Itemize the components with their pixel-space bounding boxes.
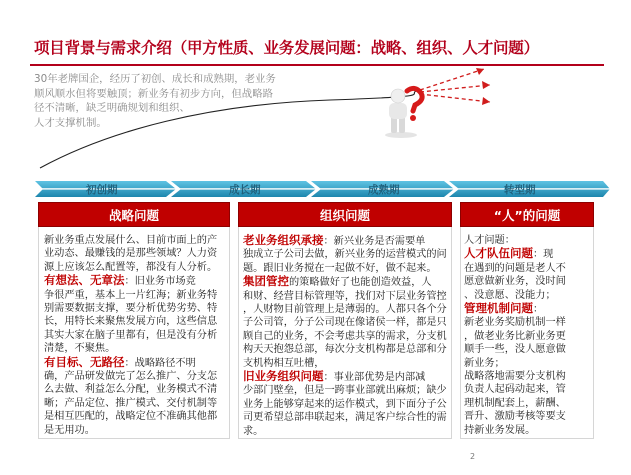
body-line: ，人财物目前管理上是薄弱的。人都只各个分 — [243, 304, 447, 316]
body-line: 争很严重，基本上一片红海；新业务特 — [44, 289, 218, 301]
intro-line: 径不清晰，缺乏明确规划和组织、 — [34, 102, 190, 114]
body-line: 新老业务奖励机制一样 — [464, 317, 566, 329]
body-line: 是无用功。 — [44, 424, 95, 436]
body-line: 理机制配套上，薪酬、 — [464, 397, 566, 409]
organization-issue-title: 老业务组织承接 — [243, 233, 324, 247]
body-line: ，做老业务比新业务更 — [464, 330, 566, 342]
body-line: ：现 — [533, 249, 554, 261]
body-line: 别需要数据支撑，要分析优势劣势、特 — [44, 303, 218, 315]
body-line: 业务上能够穿起来的运作模式，到下面分子公 — [243, 398, 447, 410]
page-title: 项目背景与需求介绍（甲方性质、业务发展问题：战略、组织、人才问题） — [34, 39, 539, 57]
body-line: 子公司管，分子公司现在像诸侯一样，都是只 — [243, 317, 447, 329]
intro-line: 顺风顺水但将要触顶；新业务有初步方向，但战略路 — [34, 87, 273, 100]
question-mark-person-icon — [377, 85, 425, 140]
talent-body — [464, 234, 594, 437]
body-line: 顺手一些，没人愿意做 — [464, 344, 566, 356]
talent-issue-title: 人才队伍问题 — [464, 246, 533, 261]
talent-header: “人”的问题 — [460, 202, 594, 227]
body-line: 其实大家在脑子里都有，但是没有分析 — [44, 329, 218, 341]
body-line: ：新兴业务是否需要单 — [323, 236, 426, 247]
body-line: 负责人起码动起来，管 — [464, 384, 566, 396]
body-line: ：旧业务市场竞 — [124, 276, 196, 288]
body-line: 和财、经营目标管理等，找们对下层业务管控 — [243, 290, 447, 302]
body-line: 确，产品研发做完了怎么推广、分支怎 — [44, 371, 218, 383]
body-line: 晰；产品定位、推广模式、交付机制等 — [44, 397, 218, 409]
timeline-stage: 初创期 — [86, 184, 118, 196]
body-line: 构天天抱怨总部，每次分支机构都是总部和分 — [243, 344, 447, 356]
body-line: 题。跟旧业务搅在一起做不好，做不起来。 — [243, 262, 437, 274]
body-line: 的策略做好了也能创造效益，人 — [289, 277, 432, 289]
body-line: ：事业部优势是内部减 — [323, 372, 426, 384]
body-line: 持新业务发展。 — [464, 424, 536, 436]
body-line: 、没意愿、没能力； — [464, 289, 556, 301]
organization-issue-title: 集团管控 — [243, 274, 289, 289]
body-line: 源上应该怎么配置等，都没有人分析。 — [44, 261, 218, 273]
page-number: 2 — [470, 452, 476, 461]
talent-issue-title: 管理机制问题 — [464, 301, 533, 316]
strategy-body — [44, 234, 230, 437]
body-line: 业动态、最赚钱的是那些领域？人力资 — [44, 248, 218, 260]
body-line: 愿意做新业务，没时间 — [464, 276, 566, 288]
body-line: 顾自己的业务，不会考虑共享的需求，分支机 — [243, 330, 447, 342]
intro-line: 30年老牌国企，经历了初创、成长和成熟期，老业务 — [34, 73, 276, 85]
body-line: 少部门壁垒，但是一跨事业部就出麻烦；缺少 — [243, 385, 447, 397]
body-line: 求。 — [243, 425, 264, 437]
body-line: 支机构相互吐槽， — [243, 357, 325, 369]
strategy-header: 战略问题 — [38, 202, 230, 227]
body-line: 新业务重点发展什么、目前市面上的产 — [44, 235, 218, 246]
body-line: 人才问题： — [464, 235, 515, 246]
body-line: ： — [533, 304, 544, 316]
body-line: 晋升、激励考核等要支 — [464, 411, 566, 423]
body-line: 么去做、利益怎么分配，业务模式不清 — [44, 384, 218, 396]
strategy-issue-title: 有想法、无章法 — [44, 273, 125, 288]
body-line: 在遇到的问题是老人不 — [464, 262, 566, 274]
timeline-stage: 成长期 — [229, 184, 261, 196]
body-line: 战略落地需要分支机构 — [464, 371, 566, 383]
body-line: 是相互匹配的，战略定位不准确其他都 — [44, 411, 218, 423]
organization-issue-title: 旧业务组织问题 — [243, 369, 324, 384]
body-line: 独成立子公司去做，新兴业务的运营模式的问 — [243, 249, 447, 261]
timeline-stage: 转型期 — [504, 184, 536, 196]
body-line: 长，用特长来聚焦发展方向，这些信息 — [44, 316, 218, 328]
organization-body — [243, 234, 452, 438]
strategy-issue-title: 有目标、无路径 — [44, 354, 125, 369]
intro-line: 人才支撑机制。 — [34, 116, 107, 129]
timeline-stage: 成熟期 — [368, 184, 400, 196]
body-line: ：战略路径不明 — [124, 357, 196, 369]
body-line: 司更希望总部串联起来，满足客户综合性的需 — [243, 412, 447, 424]
growth-curve — [0, 60, 631, 190]
body-line: 新业务； — [464, 357, 505, 369]
organization-header: 组织问题 — [238, 202, 452, 227]
body-line: 清楚，不聚焦。 — [44, 343, 116, 355]
